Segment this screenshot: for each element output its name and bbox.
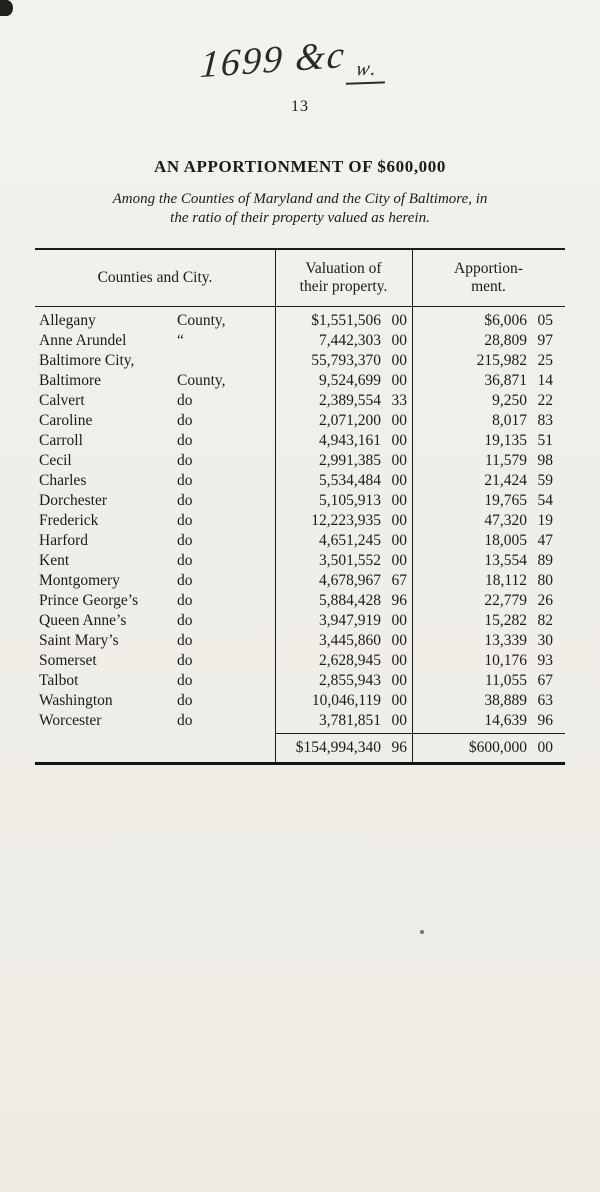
apportionment-amount: 11,055 bbox=[484, 672, 527, 689]
column-divider bbox=[412, 250, 413, 762]
apportionment-cell bbox=[412, 691, 565, 711]
valuation-cents: 33 bbox=[391, 392, 407, 409]
valuation-amount: 3,781,851 bbox=[319, 712, 381, 729]
table-row bbox=[35, 491, 565, 511]
valuation-cents: 00 bbox=[391, 692, 407, 709]
county-name: Baltimore bbox=[39, 372, 101, 389]
table-row bbox=[35, 631, 565, 651]
total-row-spacer bbox=[35, 734, 275, 762]
valuation-cell bbox=[275, 471, 412, 491]
valuation-amount: 12,223,935 bbox=[311, 512, 381, 529]
valuation-cell bbox=[275, 551, 412, 571]
valuation-amount: 7,442,303 bbox=[319, 332, 381, 349]
valuation-cell bbox=[275, 491, 412, 511]
apportionment-cell bbox=[412, 311, 565, 331]
total-apportionment-cell bbox=[412, 734, 565, 762]
apportionment-amount: 36,871 bbox=[484, 372, 527, 389]
valuation-amount: 2,855,943 bbox=[319, 672, 381, 689]
county-name: Charles bbox=[39, 472, 87, 489]
apportionment-cents: 89 bbox=[537, 552, 553, 569]
valuation-amount: 4,678,967 bbox=[319, 572, 381, 589]
county-cell bbox=[35, 611, 275, 631]
apportionment-cell bbox=[412, 591, 565, 611]
valuation-cell bbox=[275, 311, 412, 331]
valuation-cell bbox=[275, 391, 412, 411]
valuation-amount: 2,628,945 bbox=[319, 652, 381, 669]
county-name: Saint Mary’s bbox=[39, 632, 119, 649]
valuation-amount: $1,551,506 bbox=[311, 312, 381, 329]
county-name: Cecil bbox=[39, 452, 72, 469]
total-valuation-cents: 96 bbox=[391, 739, 407, 756]
apportionment-cents: 22 bbox=[537, 392, 553, 409]
apportionment-cell bbox=[412, 391, 565, 411]
county-name: Worcester bbox=[39, 712, 102, 729]
county-name: Anne Arundel bbox=[39, 332, 127, 349]
apportionment-amount: 15,282 bbox=[484, 612, 527, 629]
valuation-amount: 5,534,484 bbox=[319, 472, 381, 489]
document-subtitle bbox=[35, 190, 565, 228]
apportionment-amount: 18,005 bbox=[484, 532, 527, 549]
valuation-cents: 00 bbox=[391, 532, 407, 549]
apportionment-cents: 19 bbox=[537, 512, 553, 529]
table-row bbox=[35, 511, 565, 531]
county-suffix: “ bbox=[177, 332, 184, 349]
table-row bbox=[35, 391, 565, 411]
table-body bbox=[35, 307, 565, 733]
county-cell bbox=[35, 451, 275, 471]
county-name: Prince George’s bbox=[39, 592, 139, 609]
apportionment-amount: 215,982 bbox=[476, 352, 527, 369]
subtitle-line-2: the ratio of their property valued as herein. bbox=[170, 210, 430, 226]
county-suffix: County, bbox=[177, 312, 226, 329]
apportionment-cents: 47 bbox=[537, 532, 553, 549]
county-suffix: do bbox=[177, 412, 193, 429]
header-apportionment-line-2: ment. bbox=[471, 278, 506, 295]
apportionment-cents: 51 bbox=[537, 432, 553, 449]
apportionment-cell bbox=[412, 351, 565, 371]
subtitle-line-1: Among the Counties of Maryland and the City of Baltimore, in bbox=[112, 191, 488, 207]
apportionment-cents: 96 bbox=[537, 712, 553, 729]
table-row bbox=[35, 691, 565, 711]
table-row bbox=[35, 551, 565, 571]
apportionment-table bbox=[35, 248, 565, 765]
valuation-cents: 96 bbox=[391, 592, 407, 609]
county-name: Dorchester bbox=[39, 492, 107, 509]
county-name: Calvert bbox=[39, 392, 85, 409]
table-row bbox=[35, 671, 565, 691]
apportionment-amount: 38,889 bbox=[484, 692, 527, 709]
valuation-cents: 00 bbox=[391, 332, 407, 349]
apportionment-cell bbox=[412, 491, 565, 511]
county-suffix: do bbox=[177, 592, 193, 609]
valuation-cell bbox=[275, 351, 412, 371]
valuation-cell bbox=[275, 331, 412, 351]
table-row bbox=[35, 311, 565, 331]
county-suffix: do bbox=[177, 612, 193, 629]
apportionment-cents: 97 bbox=[537, 332, 553, 349]
county-name: Washington bbox=[39, 692, 113, 709]
valuation-cents: 00 bbox=[391, 492, 407, 509]
apportionment-cents: 05 bbox=[537, 312, 553, 329]
valuation-cell bbox=[275, 411, 412, 431]
county-suffix: do bbox=[177, 512, 193, 529]
county-name: Queen Anne’s bbox=[39, 612, 127, 629]
valuation-cents: 00 bbox=[391, 432, 407, 449]
county-name: Montgomery bbox=[39, 572, 120, 589]
county-cell bbox=[35, 651, 275, 671]
total-valuation-cell bbox=[275, 734, 412, 762]
county-cell bbox=[35, 311, 275, 331]
apportionment-cell bbox=[412, 371, 565, 391]
county-suffix: do bbox=[177, 712, 193, 729]
county-name: Allegany bbox=[39, 312, 96, 329]
county-cell bbox=[35, 331, 275, 351]
valuation-cell bbox=[275, 611, 412, 631]
valuation-cents: 00 bbox=[391, 512, 407, 529]
header-valuation-line-2: their property. bbox=[299, 278, 388, 295]
apportionment-amount: 8,017 bbox=[492, 412, 527, 429]
county-name: Somerset bbox=[39, 652, 97, 669]
apportionment-amount: 21,424 bbox=[484, 472, 527, 489]
apportionment-amount: 9,250 bbox=[492, 392, 527, 409]
header-counties-and-city: Counties and City. bbox=[97, 269, 213, 286]
county-cell bbox=[35, 511, 275, 531]
county-name: Carroll bbox=[39, 432, 83, 449]
apportionment-cell bbox=[412, 511, 565, 531]
county-name: Baltimore City, bbox=[39, 352, 135, 369]
valuation-amount: 2,389,554 bbox=[319, 392, 381, 409]
county-suffix: do bbox=[177, 492, 193, 509]
handwritten-annotation: w. bbox=[346, 57, 389, 85]
valuation-cents: 00 bbox=[391, 712, 407, 729]
valuation-cell bbox=[275, 691, 412, 711]
table-header-row bbox=[35, 250, 565, 307]
valuation-cell bbox=[275, 451, 412, 471]
total-valuation-amount: $154,994,340 bbox=[295, 739, 381, 756]
apportionment-cents: 26 bbox=[537, 592, 553, 609]
apportionment-amount: 22,779 bbox=[484, 592, 527, 609]
county-suffix: do bbox=[177, 652, 193, 669]
header-apportionment bbox=[412, 260, 565, 296]
county-cell bbox=[35, 551, 275, 571]
valuation-cell bbox=[275, 671, 412, 691]
county-suffix: do bbox=[177, 432, 193, 449]
apportionment-amount: 19,135 bbox=[484, 432, 527, 449]
apportionment-amount: 18,112 bbox=[484, 572, 527, 589]
apportionment-cell bbox=[412, 411, 565, 431]
apportionment-cents: 63 bbox=[537, 692, 553, 709]
valuation-amount: 9,524,699 bbox=[319, 372, 381, 389]
table-row bbox=[35, 591, 565, 611]
apportionment-cents: 83 bbox=[537, 412, 553, 429]
header-apportionment-line-1: Apportion- bbox=[454, 260, 523, 277]
valuation-cell bbox=[275, 651, 412, 671]
document-title: AN APPORTIONMENT OF $600,000 bbox=[154, 157, 446, 176]
county-cell bbox=[35, 391, 275, 411]
total-apportionment-cents: 00 bbox=[537, 739, 553, 756]
county-suffix: do bbox=[177, 532, 193, 549]
valuation-amount: 2,991,385 bbox=[319, 452, 381, 469]
apportionment-cents: 80 bbox=[537, 572, 553, 589]
valuation-cents: 00 bbox=[391, 672, 407, 689]
valuation-cents: 00 bbox=[391, 412, 407, 429]
table-row bbox=[35, 571, 565, 591]
valuation-amount: 5,105,913 bbox=[319, 492, 381, 509]
valuation-amount: 4,651,245 bbox=[319, 532, 381, 549]
valuation-cents: 00 bbox=[391, 352, 407, 369]
valuation-cents: 00 bbox=[391, 372, 407, 389]
table-row bbox=[35, 431, 565, 451]
page-number: 13 bbox=[291, 98, 309, 115]
table-row bbox=[35, 331, 565, 351]
table-row bbox=[35, 351, 565, 371]
scan-artifact bbox=[420, 930, 424, 934]
county-cell bbox=[35, 471, 275, 491]
column-divider bbox=[275, 250, 276, 762]
valuation-cell bbox=[275, 511, 412, 531]
apportionment-cell bbox=[412, 631, 565, 651]
valuation-amount: 3,501,552 bbox=[319, 552, 381, 569]
valuation-amount: 3,445,860 bbox=[319, 632, 381, 649]
apportionment-cents: 14 bbox=[537, 372, 553, 389]
county-suffix: do bbox=[177, 452, 193, 469]
county-suffix: do bbox=[177, 392, 193, 409]
apportionment-cents: 93 bbox=[537, 652, 553, 669]
valuation-cell bbox=[275, 531, 412, 551]
table-row bbox=[35, 371, 565, 391]
apportionment-amount: 13,339 bbox=[484, 632, 527, 649]
valuation-cents: 00 bbox=[391, 652, 407, 669]
county-cell bbox=[35, 631, 275, 651]
county-cell bbox=[35, 351, 275, 371]
county-name: Caroline bbox=[39, 412, 93, 429]
valuation-amount: 4,943,161 bbox=[319, 432, 381, 449]
apportionment-amount: 19,765 bbox=[484, 492, 527, 509]
apportionment-amount: 13,554 bbox=[484, 552, 527, 569]
valuation-cents: 00 bbox=[391, 552, 407, 569]
valuation-amount: 2,071,200 bbox=[319, 412, 381, 429]
valuation-amount: 55,793,370 bbox=[311, 352, 381, 369]
apportionment-cents: 82 bbox=[537, 612, 553, 629]
county-suffix: County, bbox=[177, 372, 226, 389]
county-suffix: do bbox=[177, 552, 193, 569]
county-suffix: do bbox=[177, 692, 193, 709]
valuation-amount: 5,884,428 bbox=[319, 592, 381, 609]
county-cell bbox=[35, 571, 275, 591]
valuation-cell bbox=[275, 371, 412, 391]
apportionment-cell bbox=[412, 651, 565, 671]
apportionment-cents: 25 bbox=[537, 352, 553, 369]
apportionment-cell bbox=[412, 611, 565, 631]
county-name: Talbot bbox=[39, 672, 79, 689]
apportionment-amount: 14,639 bbox=[484, 712, 527, 729]
county-cell bbox=[35, 491, 275, 511]
county-suffix: do bbox=[177, 672, 193, 689]
valuation-cents: 00 bbox=[391, 472, 407, 489]
header-valuation bbox=[275, 260, 412, 296]
apportionment-amount: $6,006 bbox=[484, 312, 527, 329]
table-row bbox=[35, 651, 565, 671]
table-row bbox=[35, 611, 565, 631]
valuation-cents: 00 bbox=[391, 632, 407, 649]
apportionment-cell bbox=[412, 451, 565, 471]
valuation-amount: 10,046,119 bbox=[311, 692, 381, 709]
handwritten-annotation: 1699 &c bbox=[198, 33, 348, 87]
apportionment-amount: 11,579 bbox=[484, 452, 527, 469]
county-cell bbox=[35, 411, 275, 431]
table-row bbox=[35, 451, 565, 471]
county-cell bbox=[35, 591, 275, 611]
total-row bbox=[35, 734, 565, 762]
county-suffix: do bbox=[177, 472, 193, 489]
valuation-cents: 00 bbox=[391, 612, 407, 629]
total-apportionment-amount: $600,000 bbox=[468, 739, 527, 756]
apportionment-cents: 30 bbox=[537, 632, 553, 649]
apportionment-amount: 28,809 bbox=[484, 332, 527, 349]
county-cell bbox=[35, 691, 275, 711]
apportionment-cents: 67 bbox=[537, 672, 553, 689]
document-content bbox=[35, 156, 565, 765]
apportionment-amount: 10,176 bbox=[484, 652, 527, 669]
valuation-cell bbox=[275, 711, 412, 731]
apportionment-cell bbox=[412, 711, 565, 731]
county-cell bbox=[35, 531, 275, 551]
county-suffix: do bbox=[177, 572, 193, 589]
table-row bbox=[35, 711, 565, 731]
county-cell bbox=[35, 371, 275, 391]
apportionment-cell bbox=[412, 551, 565, 571]
valuation-amount: 3,947,919 bbox=[319, 612, 381, 629]
apportionment-cell bbox=[412, 671, 565, 691]
county-name: Kent bbox=[39, 552, 70, 569]
apportionment-cell bbox=[412, 531, 565, 551]
scan-artifact bbox=[0, 0, 8, 9]
table-row bbox=[35, 531, 565, 551]
apportionment-cents: 59 bbox=[537, 472, 553, 489]
valuation-cell bbox=[275, 631, 412, 651]
valuation-cents: 00 bbox=[391, 452, 407, 469]
apportionment-amount: 47,320 bbox=[484, 512, 527, 529]
apportionment-cell bbox=[412, 331, 565, 351]
county-suffix: do bbox=[177, 632, 193, 649]
valuation-cell bbox=[275, 571, 412, 591]
table-row bbox=[35, 411, 565, 431]
valuation-cell bbox=[275, 591, 412, 611]
valuation-cell bbox=[275, 431, 412, 451]
county-name: Harford bbox=[39, 532, 89, 549]
valuation-cents: 00 bbox=[391, 312, 407, 329]
county-cell bbox=[35, 671, 275, 691]
apportionment-cents: 98 bbox=[537, 452, 553, 469]
apportionment-cell bbox=[412, 471, 565, 491]
header-valuation-line-1: Valuation of bbox=[305, 260, 382, 277]
apportionment-cents: 54 bbox=[537, 492, 553, 509]
table-row bbox=[35, 471, 565, 491]
valuation-cents: 67 bbox=[391, 572, 407, 589]
apportionment-cell bbox=[412, 431, 565, 451]
apportionment-cell bbox=[412, 571, 565, 591]
county-name: Frederick bbox=[39, 512, 99, 529]
county-cell bbox=[35, 711, 275, 731]
county-cell bbox=[35, 431, 275, 451]
